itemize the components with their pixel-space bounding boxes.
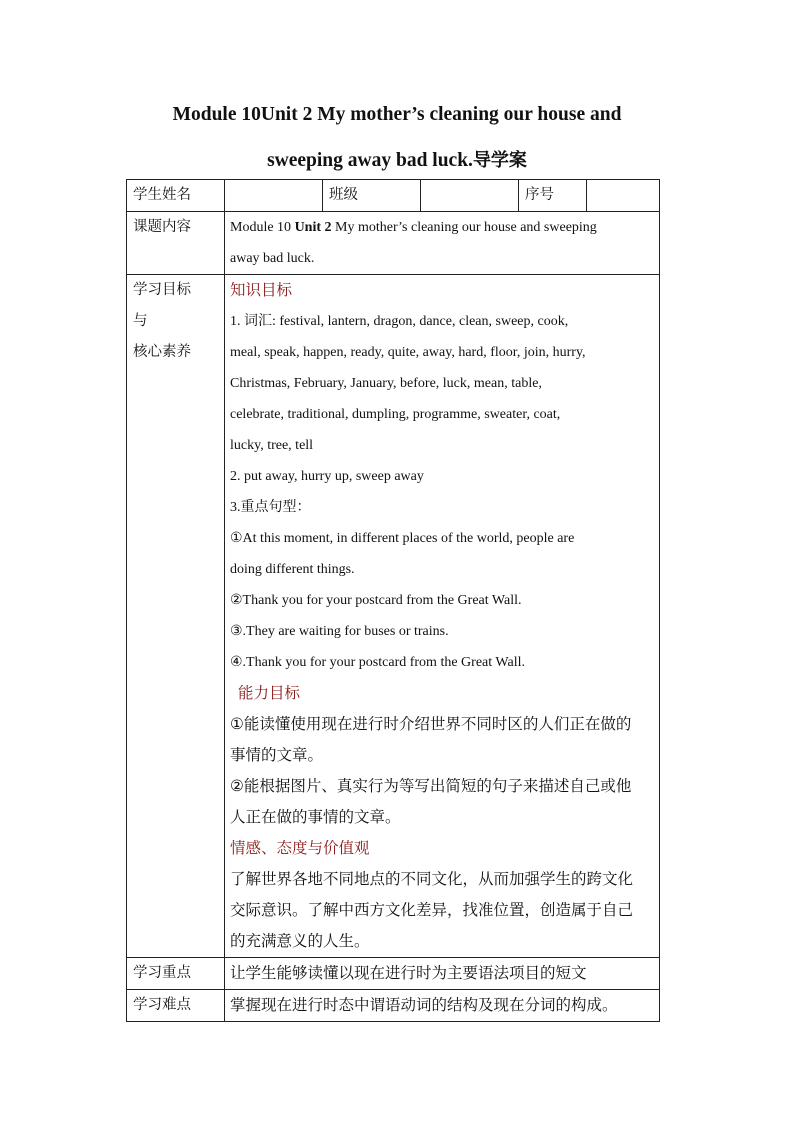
difficulties-label: 学习难点 [127, 990, 225, 1022]
ability-line: ①能读懂使用现在进行时介绍世界不同时区的人们正在做的 [230, 715, 632, 733]
sentence-line: ②Thank you for your postcard from the Great Wall. [230, 593, 522, 608]
document-title-line-2 [0, 146, 794, 172]
topic-label: 课题内容 [127, 212, 225, 275]
sentence-line: doing different things. [230, 562, 355, 577]
key-points-content: 让学生能够读懂以现在进行时为主要语法项目的短文 [225, 958, 660, 990]
emotion-line: 交际意识。了解中西方文化差异，找准位置，创造属于自己 [230, 901, 634, 919]
ability-line: 事情的文章。 [230, 746, 324, 764]
emotion-line: 的充满意义的人生。 [230, 932, 370, 950]
goals-row [127, 275, 660, 958]
lesson-plan-table [126, 179, 660, 1022]
topic-content [225, 212, 660, 275]
ability-goals-heading: 能力目标 [238, 684, 301, 702]
student-name-field[interactable] [225, 180, 323, 212]
class-field[interactable] [421, 180, 519, 212]
key-points-row [127, 958, 660, 990]
sentence-line: ①At this moment, in different places of the world, people are [230, 531, 575, 546]
student-info-row [127, 180, 660, 212]
sentence-line: ④.Thank you for your postcard from the Great Wall. [230, 655, 525, 670]
emotion-goals-heading: 情感、态度与价值观 [230, 839, 370, 857]
topic-line-1: Module 10 Unit 2 My mother’s cleaning our house and sweeping [230, 220, 597, 235]
vocab-line: meal, speak, happen, ready, quite, away, hard, floor, join, hurry, [230, 345, 586, 360]
seq-number-field[interactable] [587, 180, 660, 212]
class-label: 班级 [323, 180, 421, 212]
title-chinese-part: 导学案 [472, 150, 527, 171]
topic-row [127, 212, 660, 275]
document-title-line-1: Module 10Unit 2 My mother’s cleaning our house and [172, 104, 622, 125]
title-english-part: sweeping away bad luck. [267, 150, 473, 171]
ability-line: 人正在做的事情的文章。 [230, 808, 401, 826]
knowledge-goals-heading: 知识目标 [230, 281, 293, 299]
student-name-label: 学生姓名 [127, 180, 225, 212]
goals-content [225, 275, 660, 958]
vocab-line: Christmas, February, January, before, luck, mean, table, [230, 376, 542, 391]
topic-line-2: away bad luck. [230, 251, 315, 266]
difficulties-row [127, 990, 660, 1022]
ability-line: ②能根据图片、真实行为等写出简短的句子来描述自己或他 [230, 777, 632, 795]
difficulties-content: 掌握现在进行时态中谓语动词的结构及现在分词的构成。 [225, 990, 660, 1022]
goals-label: 学习目标 与 核心素养 [127, 275, 225, 958]
vocab-line: celebrate, traditional, dumpling, programme, sweater, coat, [230, 407, 561, 422]
key-sentences-heading: 3.重点句型： [230, 500, 311, 515]
emotion-line: 了解世界各地不同地点的不同文化，从而加强学生的跨文化 [230, 870, 634, 888]
vocab-line: lucky, tree, tell [230, 438, 314, 453]
seq-number-label: 序号 [519, 180, 587, 212]
sentence-line: ③.They are waiting for buses or trains. [230, 624, 449, 639]
vocab-line: 1. 词汇: festival, lantern, dragon, dance, clean, sweep, cook, [230, 314, 569, 329]
phrases-line: 2. put away, hurry up, sweep away [230, 469, 424, 484]
key-points-label: 学习重点 [127, 958, 225, 990]
